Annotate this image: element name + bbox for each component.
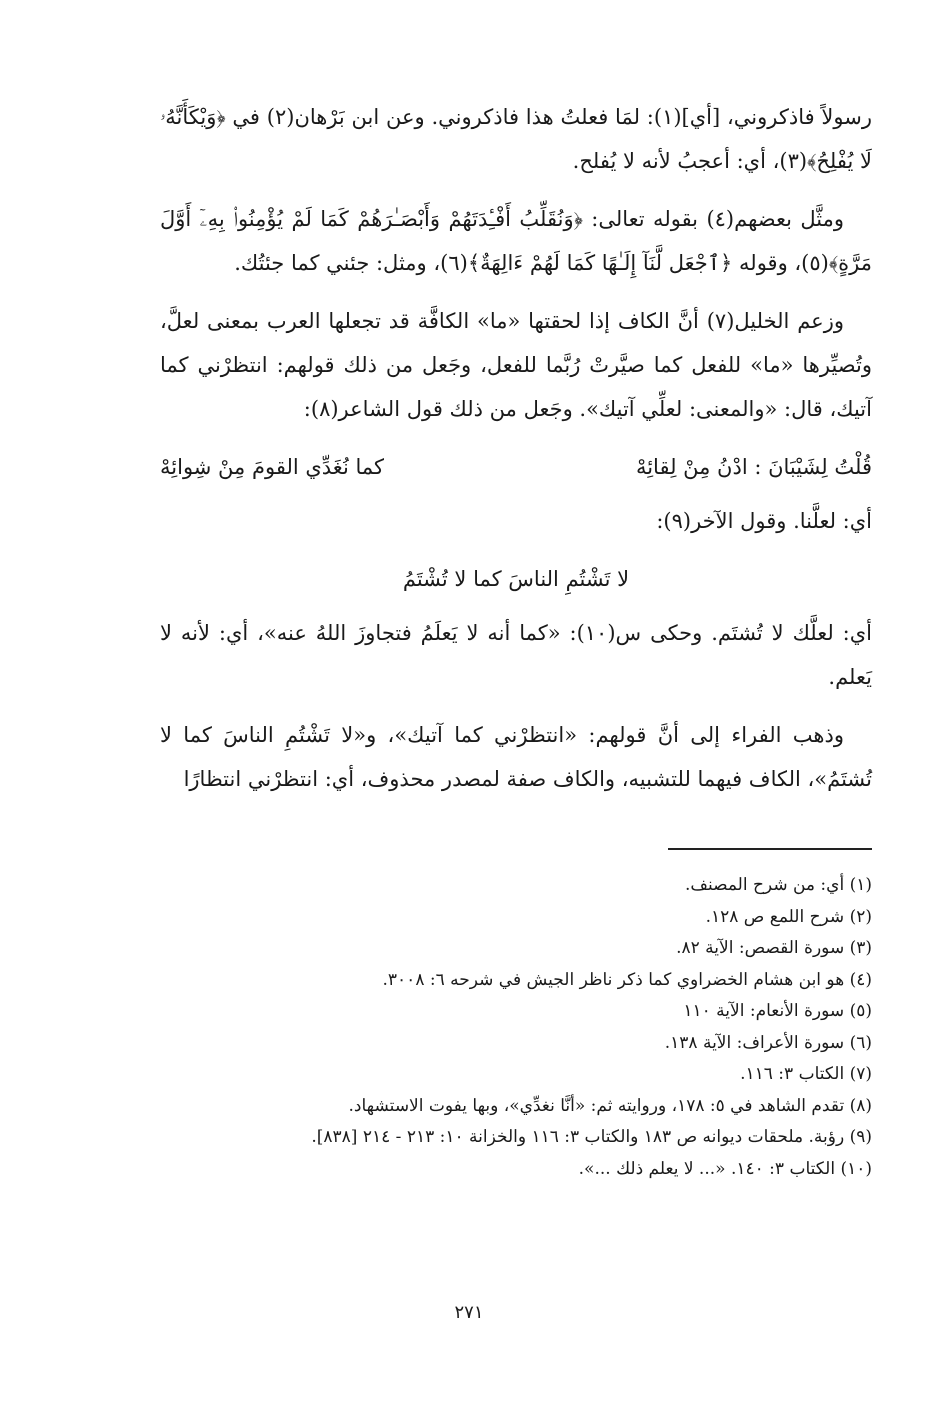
footnote: (٥) سورة الأنعام: الآية ١١٠ [683,1001,872,1021]
footnote: (٨) تقدم الشاهد في ٥: ١٧٨، وروايته ثم: «أنَّا نغدِّي»، وبها يفوت الاستشهاد. [348,1095,872,1116]
main-text [160,95,872,815]
verse-first-hemistich: قُلْتُ لِشَيْبَانَ : ادْنُ مِنْ لِقائِهْ [635,455,872,479]
paragraph: وذهب الفراء إلى أنَّ قولهم: «انتظرْني كما آتيك»، و«لا تَشْتُمِ الناسَ كما لا تُشتَمُ»، الكاف فيهما للتشبيه، والكاف صفة لمصدر محذوف، أي: انتظرْني انتظارًا [160,723,872,791]
footnote: (٣) سورة القصص: الآية ٨٢. [676,938,872,958]
paragraph: ومثَّل بعضهم(٤) بقوله تعالى: ﴿وَنُقَلِّبُ أَفْـِٔدَتَهُمْ وَأَبْصَـٰرَهُمْ كَمَا لَمْ يُؤْمِنُوا۟ بِهِۦٓ أَوَّلَ مَرَّةٍ﴾(٥)، وقوله ﴿ٱجْعَل لَّنَآ إِلَـٰهًا كَمَا لَهُمْ ءَالِهَةٌ﴾(٦)، ومثل: جئني كما جئتُك. [160,207,872,275]
footnote: (٩) رؤبة. ملحقات ديوانه ص ١٨٣ والكتاب ٣: ١١٦ والخزانة ١٠: ٢١٣ - ٢١٤ [٨٣٨]. [311,1127,872,1147]
poetry-verse-single: لا تَشْتُمِ الناسَ كما لا تُشْتَمُ [402,567,630,591]
footnote: (٦) سورة الأعراف: الآية ١٣٨. [664,1032,872,1053]
verse-second-hemistich: كما نُغَدِّي القومَ مِنْ شِوائِهْ [160,455,384,479]
footnote: (١) أي: من شرح المصنف. [684,875,872,895]
footnote-separator [668,848,872,850]
paragraph: أي: لعلَّك لا تُشتَم. وحكى س(١٠): «كما أنه لا يَعلَمُ فتجاوزَ اللهُ عنه»، أي: لأنه لا يَعلم. [160,621,873,689]
paragraph: رسولاً فاذكروني، [أي](١): لمَا فعلتُ هذا فاذكروني. وعن ابن بَرْهان(٢) في ﴿وَيْكَأَنَّهُۥ لَا يُفْلِحُ﴾(٣)، أي: أعجبُ لأنه لا يُفلح. [160,105,872,173]
footnotes [160,870,872,1185]
paragraph: أي: لعلَّنا. وقول الآخر(٩): [656,509,872,533]
footnote: (٤) هو ابن هشام الخضراوي كما ذكر ناظر الجيش في شرحه ٦: ٣٠٠٨. [382,969,872,990]
poetry-verse [160,445,872,489]
paragraph: وزعم الخليل(٧) أنَّ الكاف إذا لحقتها «ما» الكافَّة قد تجعلها العرب بمعنى لعلَّ، وتُصيِّرها «ما» للفعل كما صيَّرتْ رُبَّما للفعل، وجَعل من ذلك قولهم: انتظرْني كما آتيك، قال: «والمعنى: لعلِّي آتيك». وجَعل من ذلك قول الشاعر(٨): [160,309,872,421]
footnote: (٧) الكتاب ٣: ١١٦. [740,1064,872,1084]
footnote: (٢) شرح اللمع ص ١٢٨. [705,906,872,927]
footnote: (١٠) الكتاب ٣: ١٤٠. «... لا يعلم ذلك ...». [578,1158,872,1179]
page-number: ٢٧١ [454,1302,484,1323]
